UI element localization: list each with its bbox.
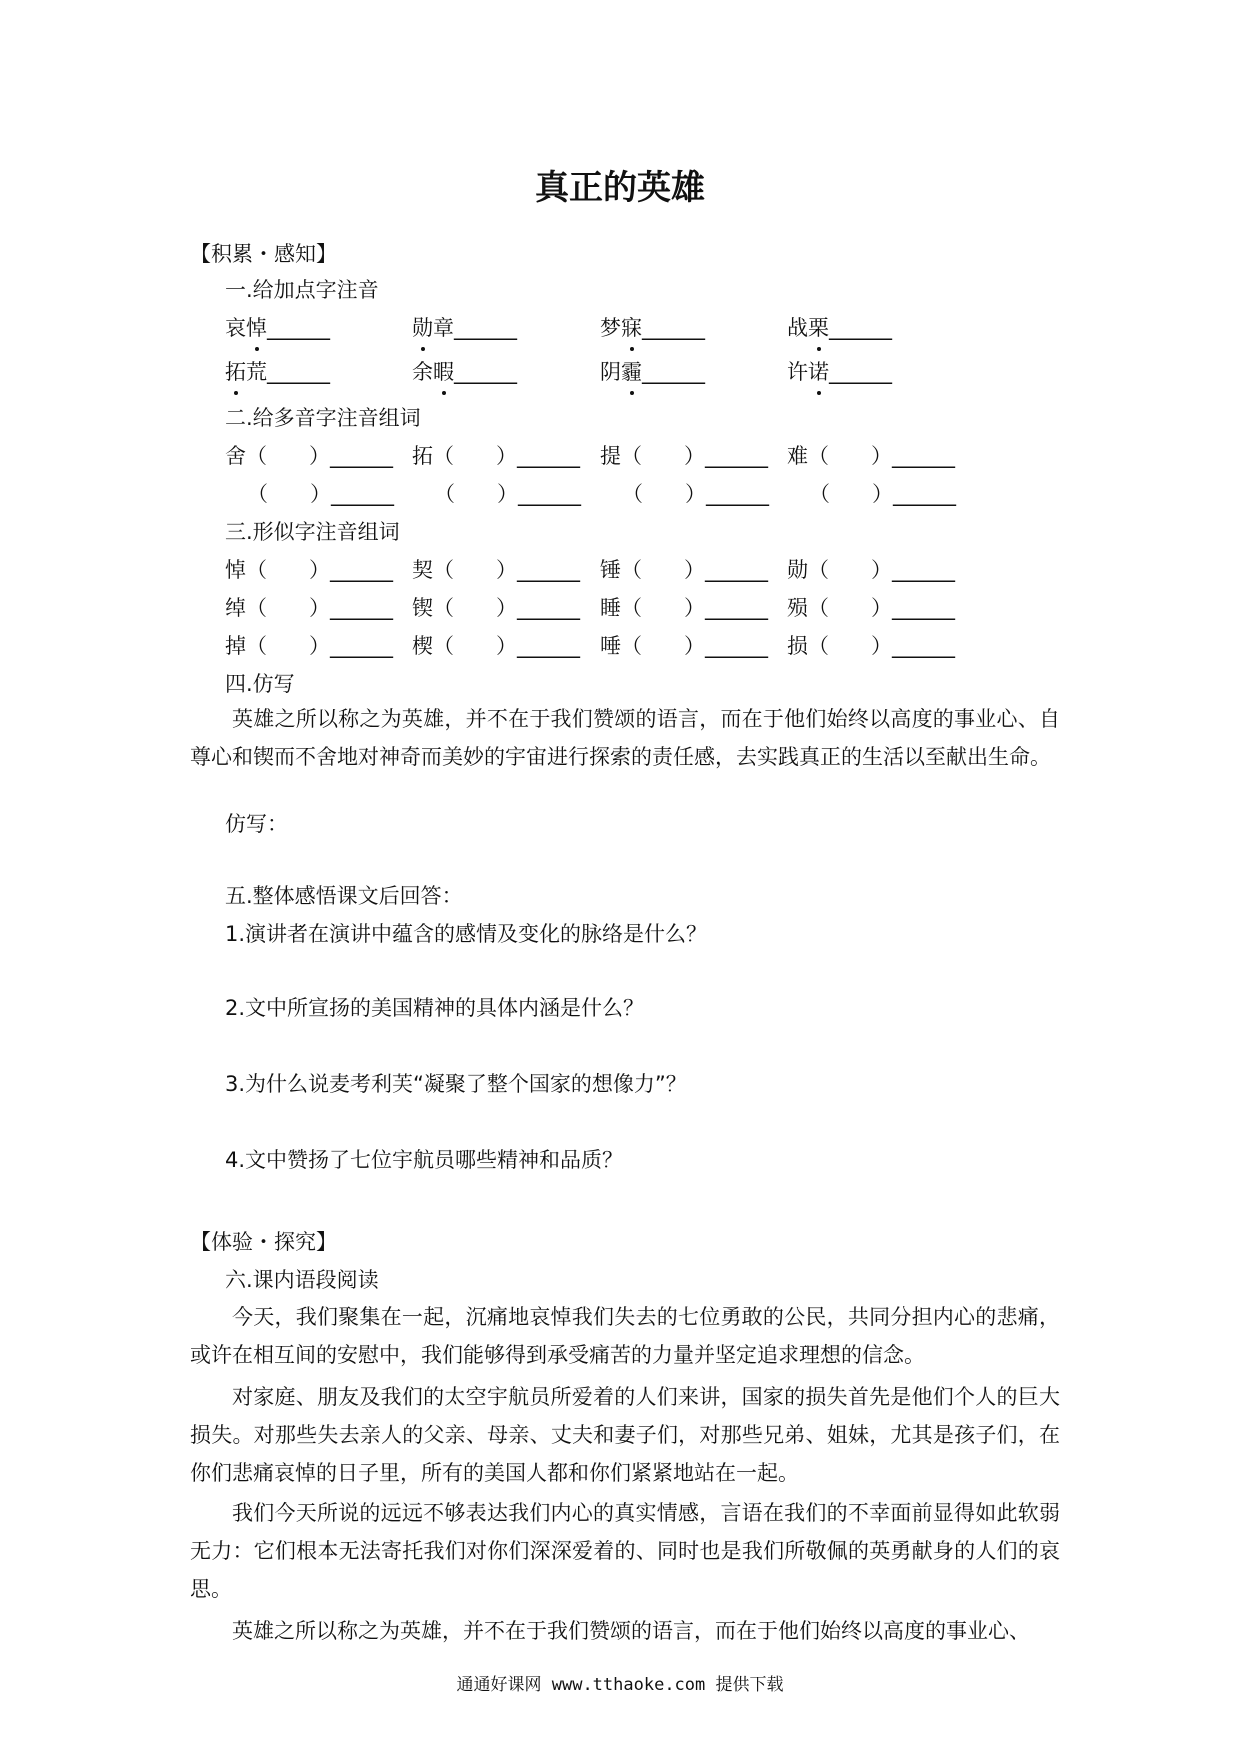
q3-item: 契（ ）______ <box>412 558 580 582</box>
reading-paragraph-2: 对家庭、朋友及我们的太空宇航员所爱着的人们来讲，国家的损失首先是他们个人的巨大损失。对那些失去亲人的父亲、母亲、丈夫和妻子们，对那些兄弟、姐妹，尤其是孩子们，在你们悲痛哀悼的日子里，所有的美国人都和你们紧紧地站在一起。 <box>190 1385 1060 1485</box>
answer-blank: ______ <box>829 360 892 384</box>
q3-item: 锲（ ）______ <box>412 596 580 620</box>
answer-blank: ______ <box>642 360 705 384</box>
page-title: 真正的英雄 <box>535 168 705 208</box>
q1-char: 章 <box>433 316 454 340</box>
q2-heading: 二.给多音字注音组词 <box>225 406 421 430</box>
reading-paragraph-4: 英雄之所以称之为英雄，并不在于我们赞颂的语言，而在于他们始终以高度的事业心、 <box>232 1619 1030 1643</box>
q3-item: 唾（ ）______ <box>600 634 768 658</box>
q1-item <box>600 312 705 342</box>
q4-imitation-label: 仿写： <box>225 812 288 836</box>
q6-heading: 六.课内语段阅读 <box>225 1268 379 1292</box>
q1-char: 诺 <box>808 356 829 386</box>
q1-char: 许 <box>787 360 808 384</box>
q3-item: 楔（ ）______ <box>412 634 580 658</box>
q1-char: 霾 <box>621 356 642 386</box>
q1-item <box>225 356 330 386</box>
q1-heading: 一.给加点字注音 <box>225 278 379 302</box>
q4-heading: 四.仿写 <box>225 672 295 696</box>
q1-char: 阴 <box>600 360 621 384</box>
section-heading-accumulate: 【积累・感知】 <box>190 242 337 266</box>
q5-question-2: 2.文中所宣扬的美国精神的具体内涵是什么？ <box>225 996 645 1020</box>
q2-item: 难（ ）______ <box>787 444 955 468</box>
q2-item: （ ）______ <box>434 482 581 506</box>
q3-item: 悼（ ）______ <box>225 558 393 582</box>
q4-passage: 英雄之所以称之为英雄，并不在于我们赞颂的语言，而在于他们始终以高度的事业心、自尊心和锲而不舍地对神奇而美妙的宇宙进行探索的责任感，去实践真正的生活以至献出生命。 <box>190 707 1060 769</box>
q1-char: 勋 <box>412 312 433 342</box>
q1-item <box>600 356 705 386</box>
q1-item <box>225 312 330 342</box>
q1-char: 悼 <box>246 312 267 342</box>
q5-heading: 五.整体感悟课文后回答： <box>225 884 463 908</box>
q1-char: 余 <box>412 360 433 384</box>
q2-item: 舍（ ）______ <box>225 444 393 468</box>
q1-char: 暇 <box>433 356 454 386</box>
footer-source: 通通好课网 www.tthaoke.com 提供下载 <box>456 1675 784 1695</box>
q3-item: 损（ ）______ <box>787 634 955 658</box>
q3-item: 勋（ ）______ <box>787 558 955 582</box>
answer-blank: ______ <box>454 360 517 384</box>
answer-blank: ______ <box>642 316 705 340</box>
q3-heading: 三.形似字注音组词 <box>225 520 400 544</box>
answer-blank: ______ <box>454 316 517 340</box>
q2-item: 拓（ ）______ <box>412 444 580 468</box>
q2-item: （ ）______ <box>622 482 769 506</box>
reading-paragraph-1: 今天，我们聚集在一起，沉痛地哀悼我们失去的七位勇敢的公民，共同分担内心的悲痛，或许在相互间的安慰中，我们能够得到承受痛苦的力量并坚定追求理想的信念。 <box>190 1305 1060 1367</box>
reading-paragraph-3: 我们今天所说的远远不够表达我们内心的真实情感，言语在我们的不幸面前显得如此软弱无力：它们根本无法寄托我们对你们深深爱着的、同时也是我们所敬佩的英勇献身的人们的哀思。 <box>190 1501 1060 1601</box>
section-heading-explore: 【体验・探究】 <box>190 1230 337 1254</box>
q1-char: 栗 <box>808 312 829 342</box>
q5-question-3: 3.为什么说麦考利芙“凝聚了整个国家的想像力”？ <box>225 1072 687 1096</box>
q3-item: 绰（ ）______ <box>225 596 393 620</box>
q5-question-1: 1.演讲者在演讲中蕴含的感情及变化的脉络是什么？ <box>225 922 708 946</box>
answer-blank: ______ <box>267 316 330 340</box>
answer-blank: ______ <box>829 316 892 340</box>
q1-char: 拓 <box>225 356 246 386</box>
q3-item: 锤（ ）______ <box>600 558 768 582</box>
q1-char: 梦 <box>600 316 621 340</box>
q2-item: 提（ ）______ <box>600 444 768 468</box>
q1-char: 寐 <box>621 312 642 342</box>
q1-char: 战 <box>787 316 808 340</box>
answer-blank: ______ <box>267 360 330 384</box>
q5-question-4: 4.文中赞扬了七位宇航员哪些精神和品质？ <box>225 1148 624 1172</box>
q1-char: 哀 <box>225 316 246 340</box>
q1-char: 荒 <box>246 360 267 384</box>
q1-item <box>412 312 517 342</box>
q3-item: 殒（ ）______ <box>787 596 955 620</box>
q1-item <box>787 312 892 342</box>
q2-item: （ ）______ <box>809 482 956 506</box>
q2-item: （ ）______ <box>247 482 394 506</box>
q3-item: 掉（ ）______ <box>225 634 393 658</box>
q1-item <box>412 356 517 386</box>
q1-item <box>787 356 892 386</box>
q3-item: 睡（ ）______ <box>600 596 768 620</box>
